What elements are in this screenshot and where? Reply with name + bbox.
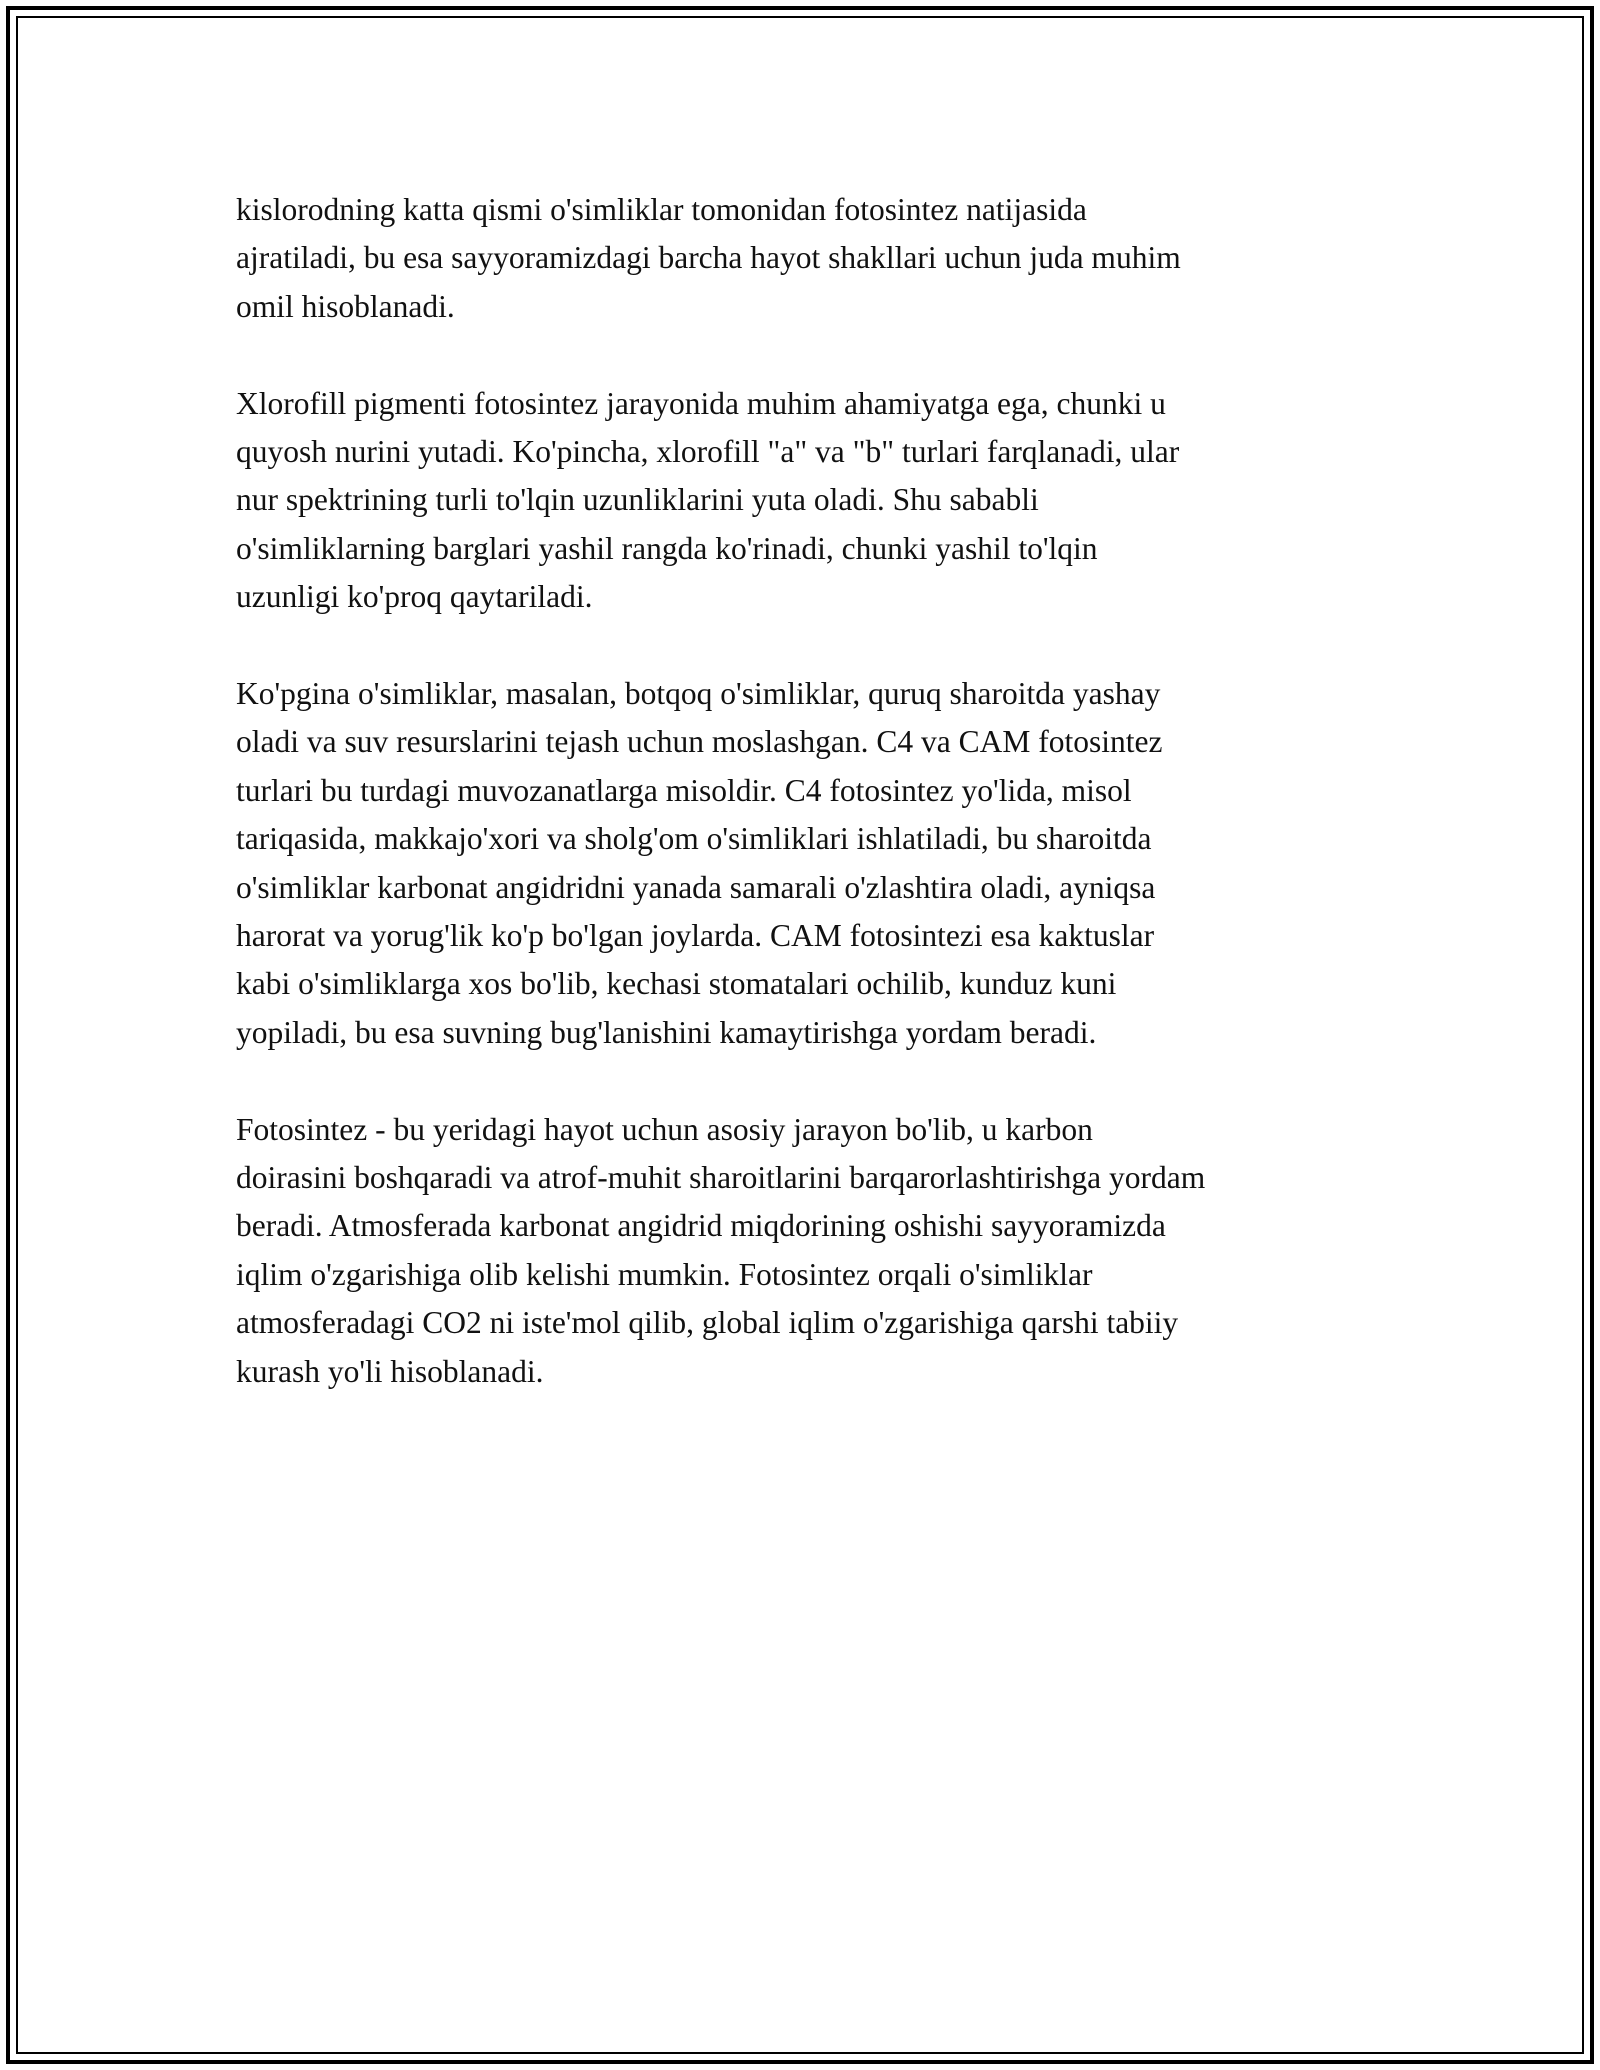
text-line: Xlorofill pigmenti fotosintez jarayonida muhim ahamiyatga ega, chunki u bbox=[236, 385, 1166, 421]
text-line: kurash yo'li hisoblanadi. bbox=[236, 1353, 544, 1389]
text-line: yopiladi, bu esa suvning bug'lanishini kamaytirishga yordam beradi. bbox=[236, 1014, 1097, 1050]
text-line: kislorodning katta qismi o'simliklar tomonidan fotosintez natijasida bbox=[236, 192, 1087, 227]
text-line: turlari bu turdagi muvozanatlarga misoldir. C4 fotosintez yo'lida, misol bbox=[236, 772, 1132, 808]
text-line: iqlim o'zgarishiga olib kelishi mumkin. Fotosintez orqali o'simliklar bbox=[236, 1256, 1093, 1292]
paragraph-c4-cam bbox=[236, 670, 1376, 1057]
text-line: tariqasida, makkajo'xori va sholg'om o'simliklari ishlatiladi, bu sharoitda bbox=[236, 821, 1152, 857]
text-line: ajratiladi, bu esa sayyoramizdagi barcha hayot shakllari uchun juda muhim bbox=[236, 240, 1181, 276]
paragraph-chlorophyll bbox=[236, 380, 1376, 622]
paragraph-climate bbox=[236, 1106, 1376, 1396]
text-line: atmosferadagi CO2 ni iste'mol qilib, global iqlim o'zgarishiga qarshi tabiiy bbox=[236, 1305, 1179, 1341]
text-line: beradi. Atmosferada karbonat angidrid miqdorining oshishi sayyoramizda bbox=[236, 1208, 1166, 1244]
text-line: o'simliklar karbonat angidridni yanada samarali o'zlashtira oladi, ayniqsa bbox=[236, 869, 1156, 905]
text-line: uzunligi ko'proq qaytariladi. bbox=[236, 579, 593, 615]
text-line: quyosh nurini yutadi. Ko'pincha, xlorofill "a" va "b" turlari farqlanadi, ular bbox=[236, 434, 1180, 470]
document-body bbox=[236, 186, 1376, 1445]
text-line: o'simliklarning barglari yashil rangda ko'rinadi, chunki yashil to'lqin bbox=[236, 530, 1098, 566]
text-line: oladi va suv resurslarini tejash uchun moslashgan. C4 va CAM fotosintez bbox=[236, 724, 1163, 760]
paragraph-oxygen bbox=[236, 186, 1376, 331]
text-line: Fotosintez - bu yeridagi hayot uchun asosiy jarayon bo'lib, u karbon bbox=[236, 1111, 1093, 1147]
text-line: nur spektrining turli to'lqin uzunliklarini yuta oladi. Shu sababli bbox=[236, 482, 1039, 518]
text-line: doirasini boshqaradi va atrof-muhit sharoitlarini barqarorlashtirishga yordam bbox=[236, 1160, 1206, 1196]
text-line: kabi o'simliklarga xos bo'lib, kechasi stomatalari ochilib, kunduz kuni bbox=[236, 966, 1117, 1002]
text-line: harorat va yorug'lik ko'p bo'lgan joylarda. CAM fotosintezi esa kaktuslar bbox=[236, 918, 1155, 954]
text-line: Ko'pgina o'simliklar, masalan, botqoq o'simliklar, quruq sharoitda yashay bbox=[236, 676, 1161, 712]
text-line: omil hisoblanadi. bbox=[236, 288, 455, 324]
